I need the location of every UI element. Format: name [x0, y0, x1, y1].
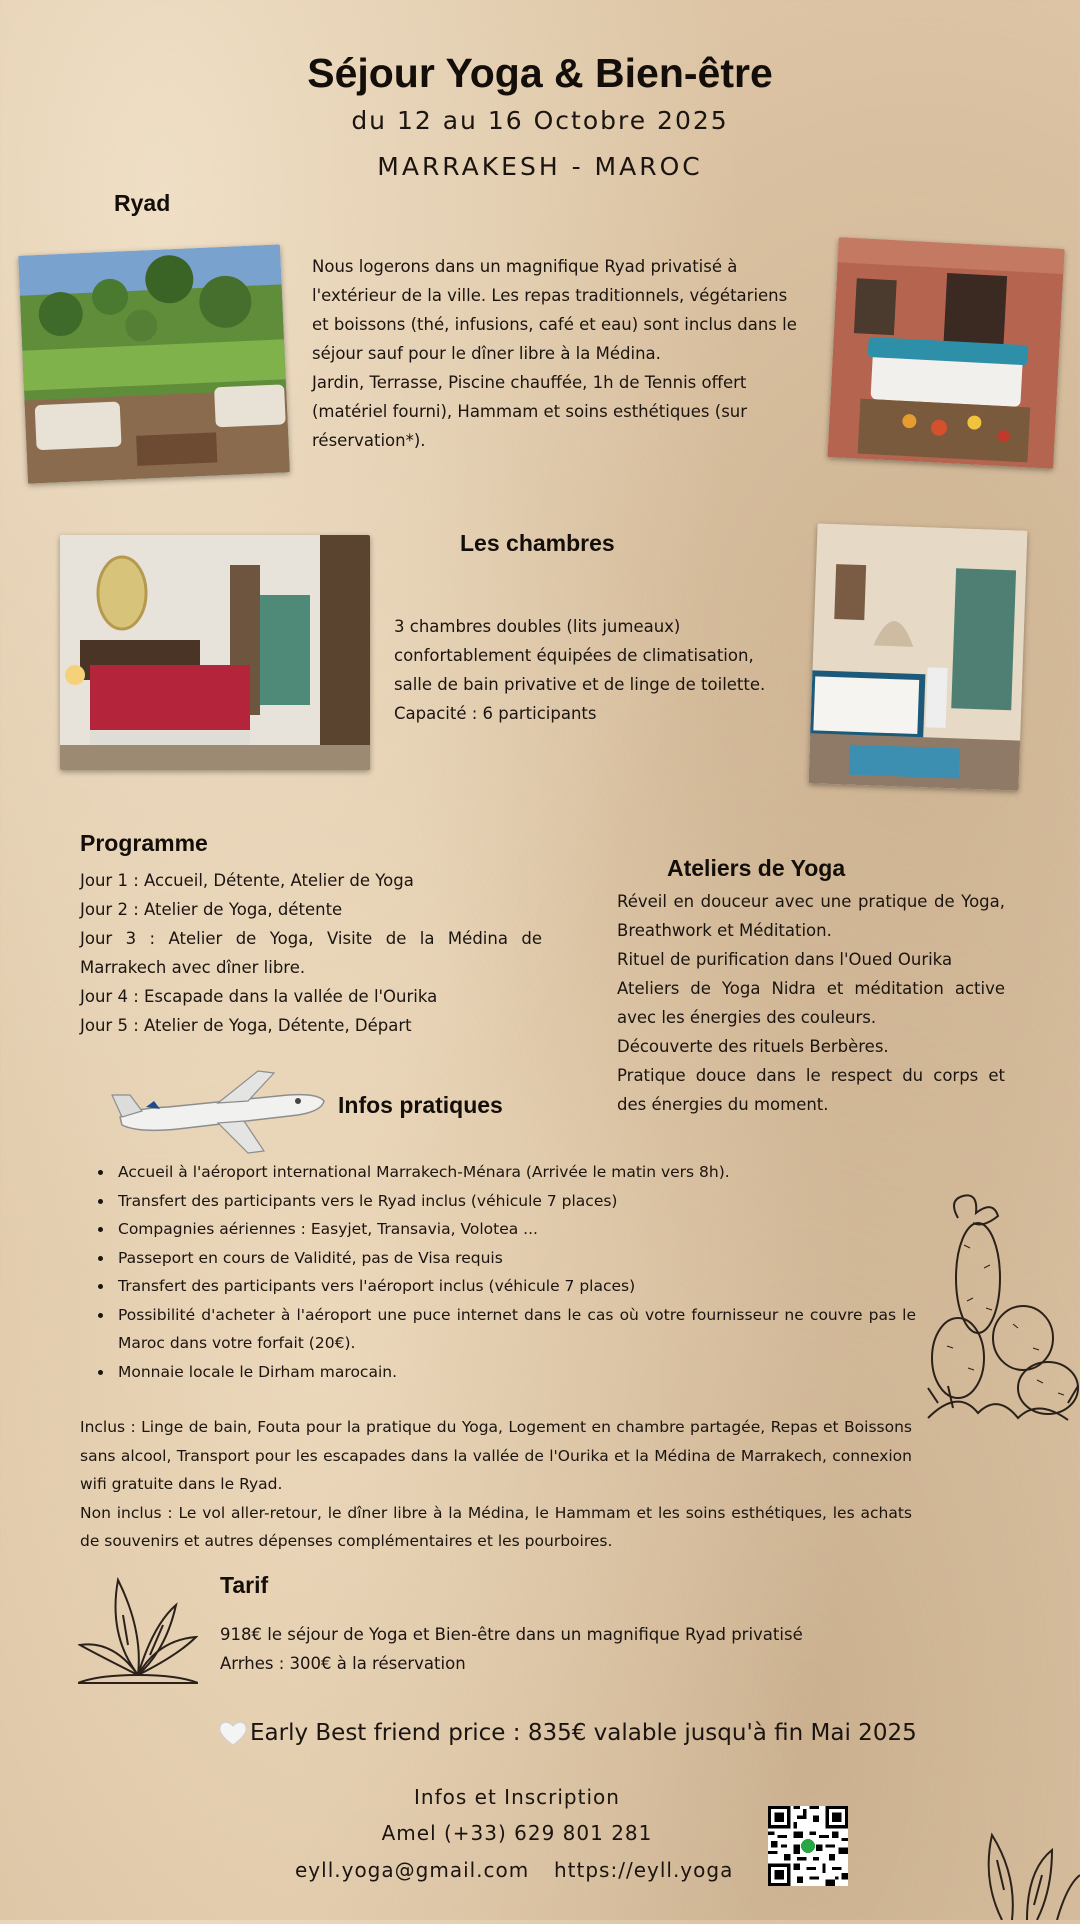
info-item: • Accueil à l'aéroport international Marrakech-Ménara (Arrivée le matin vers 8h). — [114, 1158, 916, 1187]
atelier-item: Ateliers de Yoga Nidra et méditation active avec les énergies des couleurs. — [617, 979, 1005, 1027]
cactus-icon — [918, 1188, 1080, 1428]
event-location: MARRAKESH - MAROC — [377, 152, 703, 181]
page-title: Séjour Yoga & Bien-être — [307, 50, 773, 96]
event-dates: du 12 au 16 Octobre 2025 — [351, 106, 729, 135]
chambres-heading: Les chambres — [460, 530, 615, 556]
programme-day: Jour 4 : Escapade dans la vallée de l'Ourika — [80, 987, 438, 1006]
heart-icon — [218, 1719, 248, 1747]
chambres-line: salle de bain privative et de linge de toilette. — [394, 675, 766, 694]
ryad-description — [312, 252, 806, 455]
ryad-paragraph: Nous logerons dans un magnifique Ryad privatisé à l'extérieur de la ville. Les repas traditionnels, végétariens et boissons (thé, infusions, café et eau) sont inclus dans le séjour sauf pour le dîner libre à la Médina. — [312, 257, 797, 363]
tarif-heading: Tarif — [220, 1572, 269, 1598]
ateliers-list — [617, 887, 1005, 1119]
agave-icon — [78, 1575, 198, 1685]
infos-list — [80, 1158, 916, 1386]
atelier-item: Pratique douce dans le respect du corps et des énergies du moment. — [617, 1066, 1005, 1114]
early-price — [218, 1719, 917, 1747]
early-price-text: Early Best friend price : 835€ valable jusqu'à fin Mai 2025 — [250, 1720, 917, 1746]
programme-day: Jour 2 : Atelier de Yoga, détente — [80, 900, 343, 919]
contact-email[interactable]: eyll.yoga@gmail.com — [295, 1858, 530, 1882]
inclus-text: Inclus : Linge de bain, Fouta pour la pratique du Yoga, Logement en chambre partagée, Repas et Boissons sans alcool, Transport pour les escapades dans la vallée de l'Ourika et la Médina de Marrakech, connexion wifi gratuite dans le Ryad. — [80, 1418, 912, 1493]
info-item: • Monnaie locale le Dirham marocain. — [114, 1358, 916, 1387]
contact-website[interactable]: https://eyll.yoga — [554, 1858, 734, 1882]
tarif-price: 918€ le séjour de Yoga et Bien-être dans un magnifique Ryad privatisé — [220, 1625, 803, 1644]
inclus-block — [80, 1413, 912, 1556]
leaf-icon — [972, 1830, 1080, 1920]
bedroom-photo — [60, 535, 370, 770]
tarif-deposit: Arrhes : 300€ à la réservation — [220, 1654, 466, 1673]
airplane-icon — [108, 1065, 330, 1155]
chambres-line: 3 chambres doubles (lits jumeaux) — [394, 617, 681, 636]
info-item: • Transfert des participants vers le Ryad inclus (véhicule 7 places) — [114, 1187, 916, 1216]
programme-day: Jour 1 : Accueil, Détente, Atelier de Yoga — [80, 871, 414, 890]
bathroom-photo — [809, 523, 1028, 790]
garden-photo — [18, 244, 290, 483]
info-item: • Passeport en cours de Validité, pas de Visa requis — [114, 1244, 916, 1273]
chambres-line: confortablement équipées de climatisation, — [394, 646, 754, 665]
info-item: • Compagnies aériennes : Easyjet, Transavia, Volotea ... — [114, 1215, 916, 1244]
ateliers-heading: Ateliers de Yoga — [667, 855, 846, 881]
non-inclus-text: Non inclus : Le vol aller-retour, le dîner libre à la Médina, le Hammam et les soins esthétiques, les achats de souvenirs et autres dépenses complémentaires et les pourboires. — [80, 1503, 912, 1550]
atelier-item: Découverte des rituels Berbères. — [617, 1037, 889, 1056]
contact-heading: Infos et Inscription — [414, 1785, 620, 1809]
chambres-description — [394, 612, 824, 728]
ryad-heading: Ryad — [114, 190, 171, 216]
terrace-photo — [827, 237, 1064, 469]
programme-day: Jour 5 : Atelier de Yoga, Détente, Départ — [80, 1016, 412, 1035]
programme-day: Jour 3 : Atelier de Yoga, Visite de la Médina de Marrakech avec dîner libre. — [80, 929, 542, 977]
tarif-details — [220, 1620, 940, 1678]
programme-heading: Programme — [80, 830, 208, 856]
atelier-item: Réveil en douceur avec une pratique de Yoga, Breathwork et Méditation. — [617, 892, 1005, 940]
programme-list — [80, 866, 542, 1040]
info-item: • Transfert des participants vers l'aéroport inclus (véhicule 7 places) — [114, 1272, 916, 1301]
ryad-paragraph: Jardin, Terrasse, Piscine chauffée, 1h de Tennis offert (matériel fourni), Hammam et soins esthétiques (sur réservation*). — [312, 373, 748, 450]
infos-heading: Infos pratiques — [338, 1092, 503, 1118]
atelier-item: Rituel de purification dans l'Oued Ourika — [617, 950, 953, 969]
contact-phone: Amel (+33) 629 801 281 — [381, 1821, 653, 1845]
qr-code-icon[interactable] — [768, 1806, 848, 1886]
info-item: • Possibilité d'acheter à l'aéroport une puce internet dans le cas où votre fournisseur ne couvre pas le Maroc dans votre forfait (20€). — [114, 1301, 916, 1358]
chambres-line: Capacité : 6 participants — [394, 704, 597, 723]
